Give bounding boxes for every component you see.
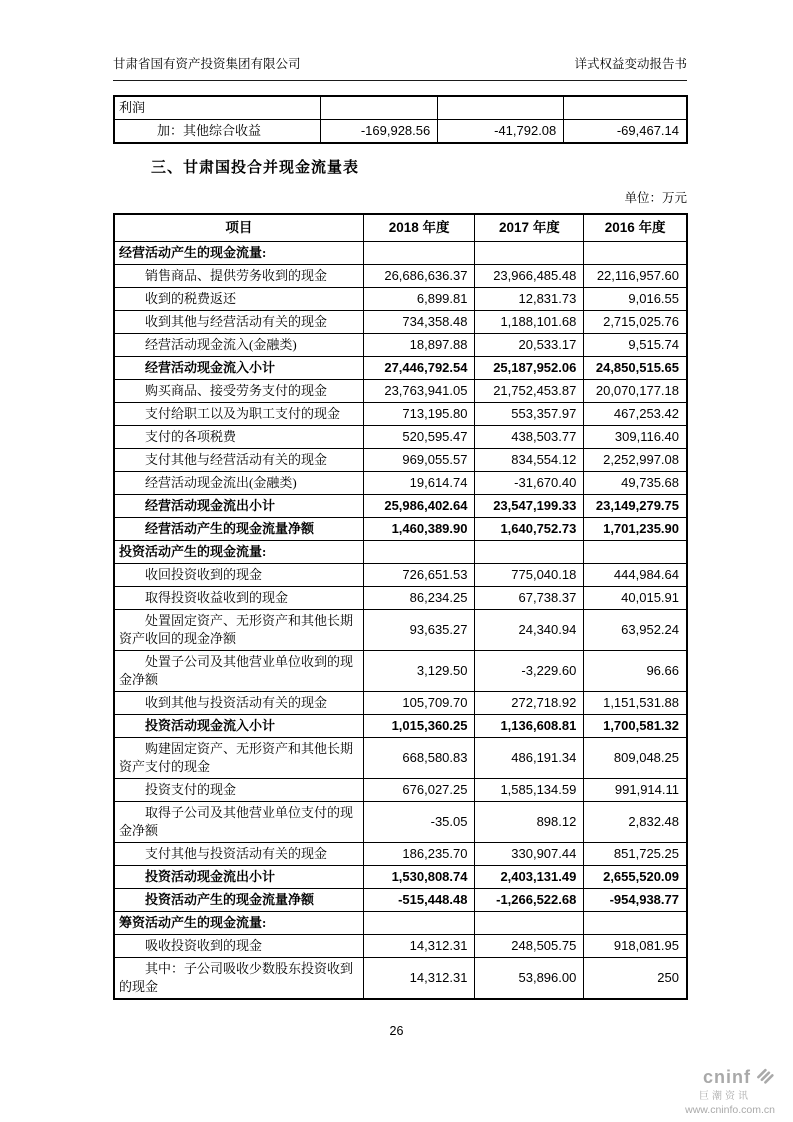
table-row [114,472,687,495]
row-value: 486,191.34 [475,738,584,779]
row-value: 250 [584,958,687,1000]
row-value [475,541,584,564]
row-value: 991,914.11 [584,779,687,802]
row-value [363,242,475,265]
row-value: -31,670.40 [475,472,584,495]
table-row [114,541,687,564]
row-value: 12,831.73 [475,288,584,311]
section-title: 三、甘肃国投合并现金流量表 [151,159,360,176]
row-value: 23,763,941.05 [363,380,475,403]
row-value: 9,515.74 [584,334,687,357]
row-value: 2,403,131.49 [475,866,584,889]
table-row [114,889,687,912]
row-value: 24,850,515.65 [584,357,687,380]
row-value: 2,655,520.09 [584,866,687,889]
row-value [584,541,687,564]
row-label: 筹资活动产生的现金流量: [114,912,363,935]
row-value [584,242,687,265]
row-label: 经营活动现金流出(金融类) [114,472,363,495]
table-row [114,120,687,144]
row-value: -69,467.14 [564,120,687,144]
row-label: 收到其他与投资活动有关的现金 [114,692,363,715]
row-label: 取得子公司及其他营业单位支付的现金净额 [114,802,363,843]
row-value: 23,149,279.75 [584,495,687,518]
row-label: 支付的各项税费 [114,426,363,449]
table-row [114,380,687,403]
table-row [114,334,687,357]
column-header: 项目 [114,214,363,242]
row-value: 22,116,957.60 [584,265,687,288]
row-value: 93,635.27 [363,610,475,651]
table-row [114,587,687,610]
table-row [114,692,687,715]
row-value: 14,312.31 [363,958,475,1000]
row-value: 898.12 [475,802,584,843]
row-value: 2,252,997.08 [584,449,687,472]
table-row [114,738,687,779]
row-label: 加：其他综合收益 [114,120,320,144]
table-row [114,802,687,843]
row-value [475,912,584,935]
row-value: 1,188,101.68 [475,311,584,334]
table-row [114,866,687,889]
table-row [114,843,687,866]
row-label: 经营活动现金流入小计 [114,357,363,380]
row-value: 53,896.00 [475,958,584,1000]
row-value: 726,651.53 [363,564,475,587]
row-value: -169,928.56 [320,120,437,144]
cashflow-table [113,213,688,1000]
row-value: 26,686,636.37 [363,265,475,288]
row-label: 购建固定资产、无形资产和其他长期资产支付的现金 [114,738,363,779]
row-value: 775,040.18 [475,564,584,587]
row-value [584,912,687,935]
row-value: 809,048.25 [584,738,687,779]
row-label: 取得投资收益收到的现金 [114,587,363,610]
row-value: 6,899.81 [363,288,475,311]
row-label: 投资活动现金流出小计 [114,866,363,889]
row-value: 20,533.17 [475,334,584,357]
row-value: 27,446,792.54 [363,357,475,380]
logo-name-cn: 巨潮资讯 [699,1091,751,1103]
row-value: 40,015.91 [584,587,687,610]
row-value: 2,832.48 [584,802,687,843]
row-value: 9,016.55 [584,288,687,311]
table-row [114,564,687,587]
row-label: 经营活动产生的现金流量净额 [114,518,363,541]
row-value: 969,055.57 [363,449,475,472]
row-value: 851,725.25 [584,843,687,866]
page-number: 26 [389,1024,404,1038]
header-company-name: 甘肃省国有资产投资集团有限公司 [113,57,301,71]
row-value [363,912,475,935]
logo-brand-text: cninf [703,1066,751,1087]
row-value: 2,715,025.76 [584,311,687,334]
row-value: 67,738.37 [475,587,584,610]
row-label: 收到的税费返还 [114,288,363,311]
table-row [114,96,687,120]
row-value: 20,070,177.18 [584,380,687,403]
row-value: 272,718.92 [475,692,584,715]
row-value: 23,966,485.48 [475,265,584,288]
row-value [363,541,475,564]
row-label: 销售商品、提供劳务收到的现金 [114,265,363,288]
table-row [114,265,687,288]
row-label: 支付其他与经营活动有关的现金 [114,449,363,472]
row-value: -35.05 [363,802,475,843]
row-value: 21,752,453.87 [475,380,584,403]
table-row [114,357,687,380]
table-row [114,779,687,802]
row-value: 49,735.68 [584,472,687,495]
row-label: 投资活动现金流入小计 [114,715,363,738]
row-value: 1,530,808.74 [363,866,475,889]
row-label: 经营活动现金流入(金融类) [114,334,363,357]
row-value: 19,614.74 [363,472,475,495]
header-report-title: 详式权益变动报告书 [574,57,687,71]
row-value: 676,027.25 [363,779,475,802]
table-row [114,912,687,935]
row-value: 520,595.47 [363,426,475,449]
row-label: 投资活动产生的现金流量: [114,541,363,564]
row-value: 467,253.42 [584,403,687,426]
row-value: 1,701,235.90 [584,518,687,541]
row-value: 96.66 [584,651,687,692]
table-header-row [114,214,687,242]
row-label: 收到其他与经营活动有关的现金 [114,311,363,334]
row-label: 经营活动现金流出小计 [114,495,363,518]
row-value: 553,357.97 [475,403,584,426]
row-label: 投资活动产生的现金流量净额 [114,889,363,912]
row-value: -515,448.48 [363,889,475,912]
row-value [438,96,564,120]
table-row [114,958,687,1000]
row-value [320,96,437,120]
row-value: 86,234.25 [363,587,475,610]
row-label: 处置固定资产、无形资产和其他长期资产收回的现金净额 [114,610,363,651]
row-value: 25,187,952.06 [475,357,584,380]
row-value: 1,151,531.88 [584,692,687,715]
row-value: 309,116.40 [584,426,687,449]
cninfo-logo [685,1064,775,1116]
row-value: 3,129.50 [363,651,475,692]
table-row [114,610,687,651]
doc-header [113,54,687,81]
row-value: 1,460,389.90 [363,518,475,541]
table-row [114,242,687,265]
row-label: 购买商品、接受劳务支付的现金 [114,380,363,403]
logo-brand-line [685,1064,775,1090]
row-value: -41,792.08 [438,120,564,144]
row-value [475,242,584,265]
column-header: 2017 年度 [475,214,584,242]
table-row [114,715,687,738]
row-value: 63,952.24 [584,610,687,651]
row-value: 1,015,360.25 [363,715,475,738]
table-row [114,651,687,692]
row-label: 利润 [114,96,320,120]
row-value: 330,907.44 [475,843,584,866]
row-value: 444,984.64 [584,564,687,587]
swirl-icon [754,1064,775,1090]
table-row [114,311,687,334]
logo-url: www.cninfo.com.cn [685,1103,775,1116]
row-value: 1,700,581.32 [584,715,687,738]
row-label: 投资支付的现金 [114,779,363,802]
row-value: -1,266,522.68 [475,889,584,912]
row-value: 734,358.48 [363,311,475,334]
row-value: -3,229.60 [475,651,584,692]
row-value: 18,897.88 [363,334,475,357]
row-value: 1,585,134.59 [475,779,584,802]
row-value: 834,554.12 [475,449,584,472]
row-value: 186,235.70 [363,843,475,866]
row-label: 处置子公司及其他营业单位收到的现金净额 [114,651,363,692]
row-value [564,96,687,120]
column-header: 2016 年度 [584,214,687,242]
table-row [114,288,687,311]
row-label: 其中：子公司吸收少数股东投资收到的现金 [114,958,363,1000]
unit-label: 单位：万元 [624,191,687,205]
row-label: 支付给职工以及为职工支付的现金 [114,403,363,426]
row-label: 收回投资收到的现金 [114,564,363,587]
column-header: 2018 年度 [363,214,475,242]
row-value: 1,136,608.81 [475,715,584,738]
row-value: 23,547,199.33 [475,495,584,518]
row-value: 668,580.83 [363,738,475,779]
profit-table [113,95,688,144]
table-row [114,426,687,449]
profit-table-grid [113,95,688,144]
row-value: 24,340.94 [475,610,584,651]
table-row [114,449,687,472]
row-label: 吸收投资收到的现金 [114,935,363,958]
row-value: -954,938.77 [584,889,687,912]
row-label: 支付其他与投资活动有关的现金 [114,843,363,866]
table-row [114,518,687,541]
row-value: 438,503.77 [475,426,584,449]
row-value: 25,986,402.64 [363,495,475,518]
row-value: 918,081.95 [584,935,687,958]
table-row [114,495,687,518]
table-row [114,935,687,958]
row-value: 14,312.31 [363,935,475,958]
row-label: 经营活动产生的现金流量: [114,242,363,265]
table-row [114,403,687,426]
row-value: 1,640,752.73 [475,518,584,541]
row-value: 713,195.80 [363,403,475,426]
cashflow-table-grid [113,213,688,1000]
row-value: 248,505.75 [475,935,584,958]
row-value: 105,709.70 [363,692,475,715]
